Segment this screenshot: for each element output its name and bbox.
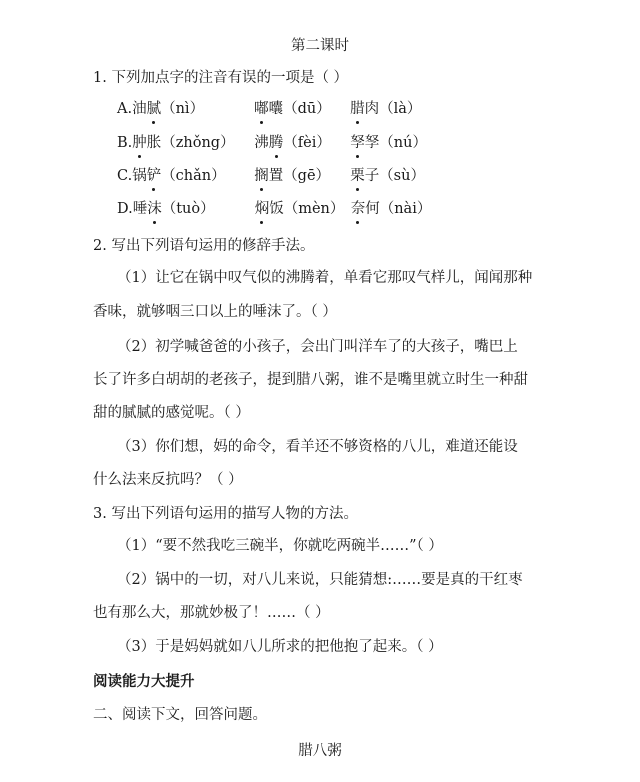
dotted-character: 搁	[254, 168, 269, 184]
option-word	[133, 199, 255, 219]
option-label: C.	[117, 168, 133, 184]
question-2-stem: 2. 写出下列语句运用的修辞手法。	[93, 238, 315, 254]
word-part: 胀（zhǒng）	[146, 135, 235, 151]
word-part: （chǎn）	[161, 168, 226, 184]
dotted-character: 沫	[147, 201, 162, 217]
word-part: 置（gē）	[268, 168, 331, 184]
dotted-character: 奈	[350, 201, 366, 217]
q2-sentence-2-line-3: 甜的腻腻的感觉呢。（ ）	[93, 405, 250, 421]
passage-title: 腊八粥	[298, 743, 342, 759]
option-row-c	[117, 166, 446, 186]
option-label: D.	[117, 201, 133, 217]
option-word	[350, 99, 446, 119]
word-part: 沸	[254, 135, 269, 151]
option-word	[351, 199, 447, 219]
option-word	[132, 166, 254, 186]
q3-sentence-2-line-2: 也有那么大，那就妙极了！……（ ）	[93, 605, 330, 621]
q3-sentence-3: （3）于是妈妈就如八儿所求的把他抱了起来。（ ）	[117, 639, 443, 655]
option-word	[132, 99, 254, 119]
q3-sentence-2-line-1: （2）锅中的一切，对八儿来说，只能猜想:……要是真的干红枣	[117, 572, 523, 588]
question-1-stem: 1. 下列加点字的注音有误的一项是（ ）	[93, 70, 349, 86]
q3-sentence-1: （1）“要不然我吃三碗半，你就吃两碗半……”（ ）	[117, 538, 443, 554]
dotted-character: 孥	[350, 135, 365, 151]
word-part: 油	[132, 101, 147, 117]
option-row-b	[117, 133, 446, 153]
q2-sentence-3-line-2: 什么法来反抗吗？（ ）	[93, 472, 243, 488]
word-part: 饭（mèn）	[269, 201, 345, 217]
q2-sentence-3-line-1: （3）你们想，妈的命令，看羊还不够资格的八儿，难道还能设	[117, 439, 518, 455]
lesson-title: 第二课时	[291, 38, 349, 54]
word-part: 孥（nú）	[364, 135, 427, 151]
dotted-character: 嘟	[254, 101, 269, 117]
option-label: B.	[117, 135, 133, 151]
word-part: （nì）	[161, 101, 205, 117]
word-part: 锅	[132, 168, 147, 184]
dotted-character: 腻	[146, 101, 162, 117]
q2-sentence-1-line-2: 香味，就够咽三口以上的唾沫了。（ ）	[93, 304, 337, 320]
section-title: 阅读能力大提升	[93, 674, 195, 690]
word-part: 唾	[132, 201, 148, 217]
q2-sentence-2-line-1: （2）初学喊爸爸的小孩子，会出门叫洋车了的大孩子，嘴巴上	[117, 339, 518, 355]
q2-sentence-1-line-1: （1）让它在锅中叹气似的沸腾着，单看它那叹气样儿，闻闻那种	[117, 270, 533, 286]
dotted-character: 腊	[350, 101, 365, 117]
dotted-character: 肿	[132, 135, 147, 151]
question-3-stem: 3. 写出下列语句运用的描写人物的方法。	[93, 506, 358, 522]
word-part: 子（sù）	[364, 168, 425, 184]
dotted-character: 栗	[350, 168, 365, 184]
word-part: （fèi）	[283, 135, 331, 151]
option-row-a	[117, 99, 446, 119]
word-part: 肉（là）	[364, 101, 422, 117]
option-word	[254, 99, 350, 119]
option-word	[254, 133, 350, 153]
dotted-character: 铲	[146, 168, 162, 184]
word-part: 囔（dū）	[268, 101, 331, 117]
option-word	[350, 166, 446, 186]
word-part: （tuò）	[161, 201, 215, 217]
dotted-character: 腾	[268, 135, 284, 151]
q2-sentence-2-line-2: 长了许多白胡胡的老孩子，提到腊八粥，谁不是嘴里就立时生一种甜	[93, 372, 528, 388]
dotted-character: 焖	[254, 201, 270, 217]
option-word	[255, 199, 351, 219]
option-row-d	[117, 199, 447, 219]
part-2-stem: 二、阅读下文，回答问题。	[93, 707, 267, 723]
option-word	[132, 133, 254, 153]
option-word	[350, 133, 446, 153]
word-part: 何（nài）	[365, 201, 432, 217]
option-label: A.	[117, 101, 133, 117]
option-word	[254, 166, 350, 186]
